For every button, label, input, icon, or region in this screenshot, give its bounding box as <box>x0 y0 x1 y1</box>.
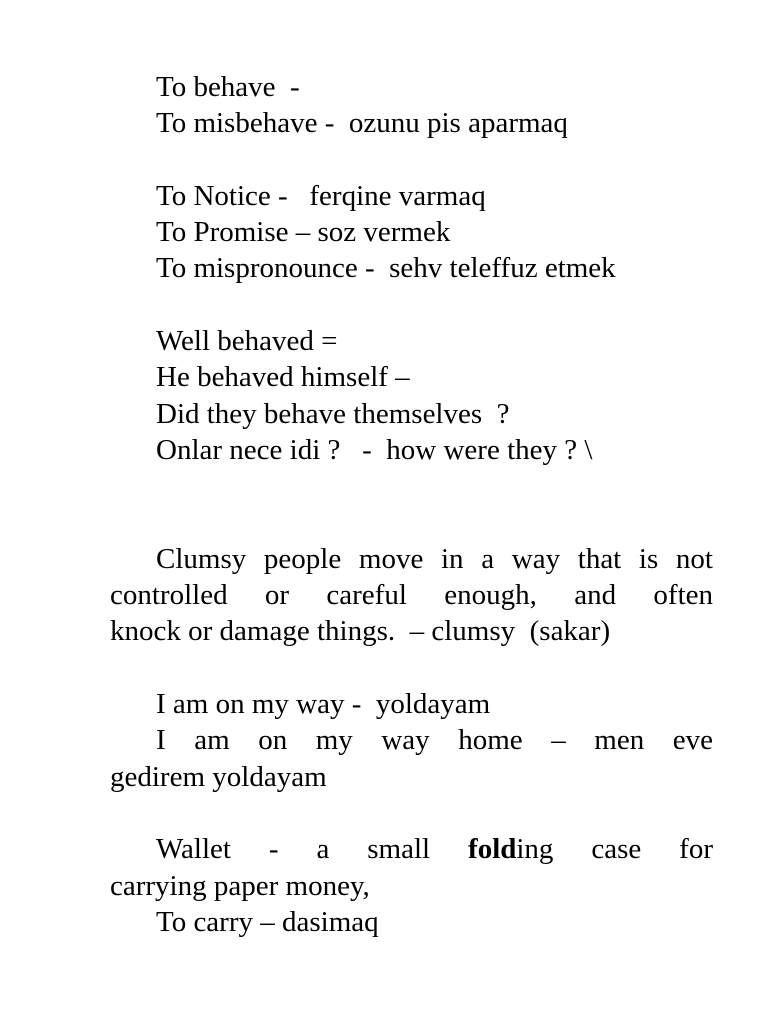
blank-line <box>110 468 713 541</box>
text-line: To Notice - ferqine varmaq <box>156 179 486 212</box>
text-line: Onlar nece idi ? - how were they ? \ <box>156 433 593 466</box>
blank-line <box>110 142 713 178</box>
bold-word: fold <box>468 833 517 866</box>
clumsy-paragraph-line-2: controlled or careful enough, and often <box>110 579 713 612</box>
blank-line <box>110 650 713 686</box>
clumsy-paragraph-line-3: knock or damage things. – clumsy (sakar) <box>110 615 611 648</box>
text-line: He behaved himself – <box>156 361 410 394</box>
clumsy-paragraph-line-1: Clumsy people move in a way that is not <box>156 542 713 575</box>
text-line: To Promise – soz vermek <box>156 216 451 249</box>
blank-line <box>110 795 713 831</box>
blank-line <box>110 287 713 323</box>
text-line: To carry – dasimaq <box>156 905 379 938</box>
text-line: To misbehave - ozunu pis aparmaq <box>156 107 568 140</box>
text-line: Well behaved = <box>156 325 338 358</box>
text-line: I am on my way - yoldayam <box>156 688 491 721</box>
wallet-paragraph-line-2: carrying paper money, <box>110 869 370 902</box>
wallet-pre-text: Wallet - a small <box>156 833 469 866</box>
way-paragraph-line-2: gedirem yoldayam <box>110 760 327 793</box>
wallet-post-text: ing case for <box>516 833 713 866</box>
wallet-paragraph-line-1 <box>110 831 713 867</box>
document-page <box>110 69 713 940</box>
text-line: To behave - <box>156 71 300 103</box>
way-paragraph-line-1: I am on my way home – men eve <box>156 724 713 757</box>
text-line: To mispronounce - sehv teleffuz etmek <box>156 252 616 285</box>
text-line: Did they behave themselves ? <box>156 397 510 430</box>
